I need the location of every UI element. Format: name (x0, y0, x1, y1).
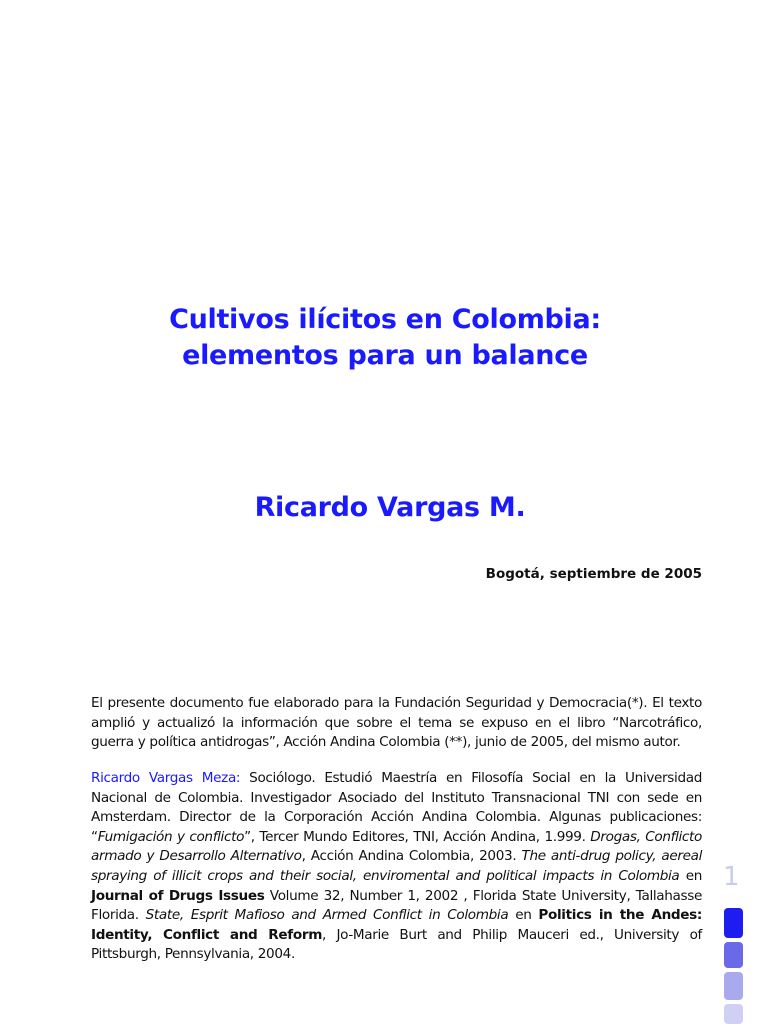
bio-text: Volume 32, Number 1, 2002 , Florida State University, Tallahasse Florida. (91, 887, 703, 924)
bio-text: ”, Tercer Mundo Editores, TNI, Acción Andina, 1.999. (244, 828, 591, 845)
publication-title: The anti-drug policy, aereal spraying of illicit crops and their social, enviromental and political impacts in Colombia (91, 848, 703, 884)
document-title (0, 302, 770, 374)
bio-text: en (679, 867, 702, 884)
bio-text: , Jo-Marie Burt and Philip Mauceri ed., University of Pittsburgh, Pennsylvania, 2004. (91, 926, 702, 963)
journal-title: Journal of Drugs Issues (91, 887, 265, 904)
author-bio-paragraph (91, 769, 702, 965)
publication-title: Drogas, Conflicto armado y Desarrollo Alternativo (91, 828, 702, 865)
title-line-2: elementos para un balance (182, 340, 588, 371)
intro-paragraph: El presente documento fue elaborado para la Fundación Seguridad y Democracia(*). El texto amplió y actualizó la información que sobre el tema se expuso en el libro “Narcotráfico, guerra y política antidrogas”, Acción Andina Colombia (**), junio de 2005, del mismo autor. (91, 695, 702, 751)
publication-title: Fumigación y conflicto (97, 828, 245, 845)
bio-text: Sociólogo. Estudió Maestría en Filosofía Social en la Universidad Nacional de Colombia. Investigador Asociado del Instituto Transnacional TNI con sede en Amsterdam. Director de la Corporación Acción Andina Colombia. Algunas publicaciones: “ (91, 770, 702, 845)
author-name: Ricardo Vargas M. (254, 492, 526, 523)
bio-author-name: Ricardo Vargas Meza: (91, 770, 241, 786)
bio-text: , Acción Andina Colombia, 2003. (301, 848, 522, 865)
page-number: 1 (723, 862, 740, 892)
page-marker-block (724, 1004, 743, 1024)
publication-title: State, Esprit Mafioso and Armed Conflict in Colombia (145, 907, 509, 924)
book-title: Politics in the Andes: Identity, Conflict and Reform (91, 907, 702, 943)
document-date: Bogotá, septiembre de 2005 (485, 566, 702, 582)
page-marker-block (724, 942, 743, 968)
title-line-1: Cultivos ilícitos en Colombia: (169, 304, 601, 335)
bio-text: en (508, 907, 539, 924)
page-marker-block (724, 908, 743, 938)
page-marker-block (724, 972, 743, 1000)
